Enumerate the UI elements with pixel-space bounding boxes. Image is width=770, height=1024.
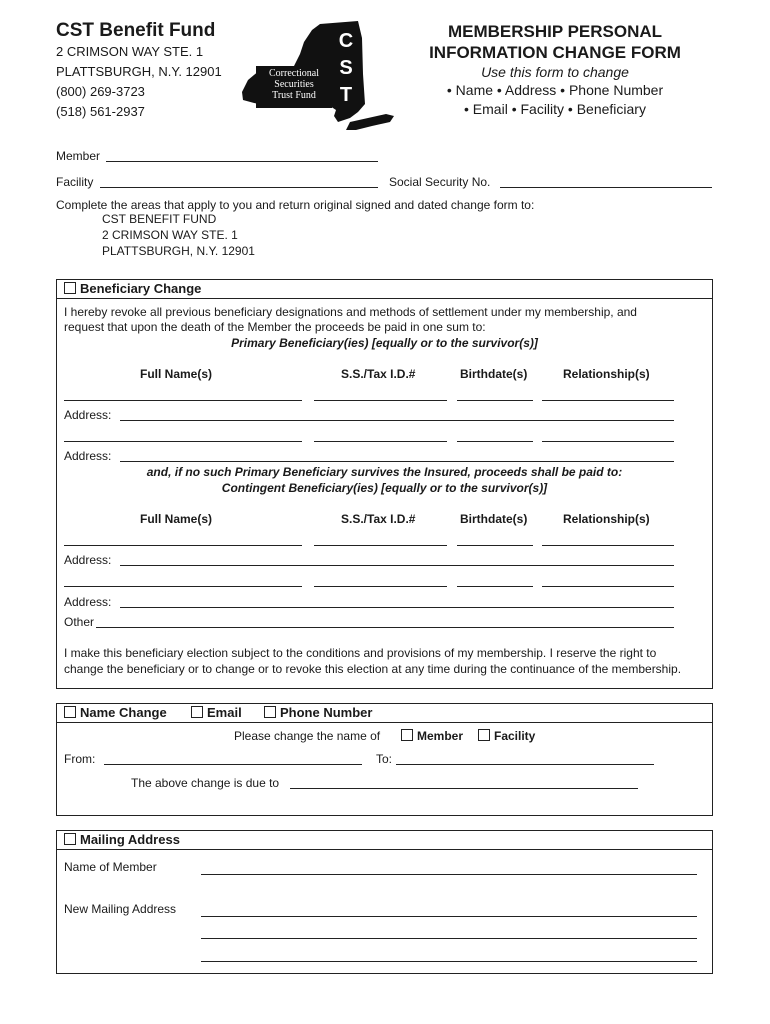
- logo-letter-c: C: [338, 30, 354, 52]
- logo-line-3: Trust Fund: [272, 90, 316, 101]
- col-relationship: Relationship(s): [563, 367, 650, 381]
- checkbox-icon: [64, 706, 76, 718]
- other-field[interactable]: [96, 627, 674, 628]
- instructions-text: Complete the areas that apply to you and return original signed and dated change form to:: [56, 198, 535, 212]
- from-field[interactable]: [104, 764, 362, 765]
- from-label: From:: [64, 752, 96, 766]
- beneficiary-change-checkbox[interactable]: [64, 281, 201, 296]
- please-change-text: Please change the name of: [234, 729, 381, 743]
- org-address-1: 2 CRIMSON WAY STE. 1: [56, 44, 204, 59]
- col-ssn-contingent: S.S./Tax I.D.#: [341, 512, 416, 526]
- facility-option[interactable]: [478, 729, 535, 743]
- contingent-address-label-2: Address:: [64, 595, 112, 609]
- primary-relationship-2[interactable]: [542, 441, 674, 442]
- return-address-3: PLATTSBURGH, N.Y. 12901: [102, 244, 255, 258]
- name-change-heading: Name Change: [80, 705, 167, 720]
- org-phone-2: (518) 561-2937: [56, 104, 145, 119]
- phone-number-checkbox[interactable]: [264, 705, 372, 720]
- contingent-address-2[interactable]: [120, 607, 674, 608]
- org-address-2: PLATTSBURGH, N.Y. 12901: [56, 64, 222, 79]
- checkbox-icon: [401, 729, 413, 741]
- col-relationship-contingent: Relationship(s): [563, 512, 650, 526]
- form-bullets-1: • Name • Address • Phone Number: [446, 82, 664, 98]
- new-mailing-address-line-2[interactable]: [201, 938, 697, 939]
- primary-address-1[interactable]: [120, 420, 674, 421]
- member-label: Member: [56, 149, 101, 163]
- checkbox-icon: [64, 282, 76, 294]
- form-subtitle: Use this form to change: [481, 64, 629, 80]
- logo-text: [258, 68, 330, 101]
- contingent-address-label-1: Address:: [64, 553, 112, 567]
- name-of-member-field[interactable]: [201, 874, 697, 875]
- col-ssn: S.S./Tax I.D.#: [341, 367, 416, 381]
- contingent-relationship-2[interactable]: [542, 586, 674, 587]
- checkbox-icon: [64, 833, 76, 845]
- name-change-checkbox[interactable]: [64, 705, 167, 720]
- col-birthdate-contingent: Birthdate(s): [460, 512, 528, 526]
- contingent-address-1[interactable]: [120, 565, 674, 566]
- contingent-relationship-1[interactable]: [542, 545, 674, 546]
- ssn-field[interactable]: [500, 187, 712, 188]
- mailing-address-heading: Mailing Address: [80, 832, 180, 847]
- primary-heading: Primary Beneficiary(ies) [equally or to the survivor(s)]: [231, 336, 538, 350]
- primary-ssn-2[interactable]: [314, 441, 447, 442]
- primary-address-label-1: Address:: [64, 408, 112, 422]
- contingent-birthdate-1[interactable]: [457, 545, 533, 546]
- closing-text-1: I make this beneficiary election subject to the conditions and provisions of my membership. I reserve the right to: [64, 646, 657, 660]
- primary-address-2[interactable]: [120, 461, 674, 462]
- name-of-member-label: Name of Member: [64, 860, 157, 874]
- form-title-2: INFORMATION CHANGE FORM: [429, 43, 681, 62]
- org-phone-1: (800) 269-3723: [56, 84, 145, 99]
- facility-label: Facility: [56, 175, 94, 189]
- logo-letters: [338, 28, 354, 109]
- logo-line-1: Correctional: [269, 68, 319, 79]
- facility-option-label: Facility: [494, 729, 536, 743]
- checkbox-icon: [191, 706, 203, 718]
- beneficiary-intro-1: I hereby revoke all previous beneficiary designations and methods of settlement under my membership, and: [64, 305, 637, 319]
- form-bullets-2: • Email • Facility • Beneficiary: [464, 101, 646, 117]
- due-to-label: The above change is due to: [131, 776, 280, 790]
- member-option[interactable]: [401, 729, 463, 743]
- beneficiary-heading: Beneficiary Change: [80, 281, 202, 296]
- primary-name-2[interactable]: [64, 441, 302, 442]
- new-mailing-address-label: New Mailing Address: [64, 902, 177, 916]
- member-field[interactable]: [106, 161, 378, 162]
- member-option-label: Member: [417, 729, 464, 743]
- contingent-birthdate-2[interactable]: [457, 586, 533, 587]
- org-name: CST Benefit Fund: [56, 20, 216, 41]
- to-label: To:: [376, 752, 393, 766]
- logo-letter-s: S: [339, 57, 353, 79]
- contingent-name-2[interactable]: [64, 586, 302, 587]
- col-full-name: Full Name(s): [140, 367, 213, 381]
- form-title-1: MEMBERSHIP PERSONAL: [447, 22, 663, 41]
- facility-field[interactable]: [100, 187, 378, 188]
- primary-birthdate-1[interactable]: [457, 400, 533, 401]
- checkbox-icon: [264, 706, 276, 718]
- to-field[interactable]: [396, 764, 654, 765]
- phone-number-heading: Phone Number: [280, 705, 373, 720]
- primary-relationship-1[interactable]: [542, 400, 674, 401]
- mailing-address-checkbox[interactable]: [64, 832, 180, 847]
- email-heading: Email: [207, 705, 242, 720]
- contingent-name-1[interactable]: [64, 545, 302, 546]
- contingent-ssn-2[interactable]: [314, 586, 447, 587]
- primary-address-label-2: Address:: [64, 449, 112, 463]
- contingent-heading: Contingent Beneficiary(ies) [equally or to the survivor(s)]: [221, 481, 548, 495]
- contingent-intro: and, if no such Primary Beneficiary survives the Insured, proceeds shall be paid to:: [146, 465, 623, 479]
- contingent-ssn-1[interactable]: [314, 545, 447, 546]
- col-full-name-contingent: Full Name(s): [140, 512, 213, 526]
- primary-name-1[interactable]: [64, 400, 302, 401]
- primary-ssn-1[interactable]: [314, 400, 447, 401]
- cst-logo: [238, 18, 398, 140]
- due-to-field[interactable]: [290, 788, 638, 789]
- new-mailing-address-line-1[interactable]: [201, 916, 697, 917]
- primary-birthdate-2[interactable]: [457, 441, 533, 442]
- logo-line-2: Securities: [274, 79, 314, 90]
- col-birthdate: Birthdate(s): [460, 367, 528, 381]
- beneficiary-intro-2: request that upon the death of the Member the proceeds be paid in one sum to:: [64, 320, 486, 334]
- email-checkbox[interactable]: [191, 705, 242, 720]
- return-address-1: CST BENEFIT FUND: [102, 212, 217, 226]
- return-address-2: 2 CRIMSON WAY STE. 1: [102, 228, 238, 242]
- new-mailing-address-line-3[interactable]: [201, 961, 697, 962]
- ssn-label: Social Security No.: [389, 175, 491, 189]
- other-label: Other: [64, 615, 95, 629]
- closing-text-2: change the beneficiary or to change or to revoke this election at any time during the continuance of the membership.: [64, 662, 682, 676]
- checkbox-icon: [478, 729, 490, 741]
- logo-letter-t: T: [339, 84, 353, 106]
